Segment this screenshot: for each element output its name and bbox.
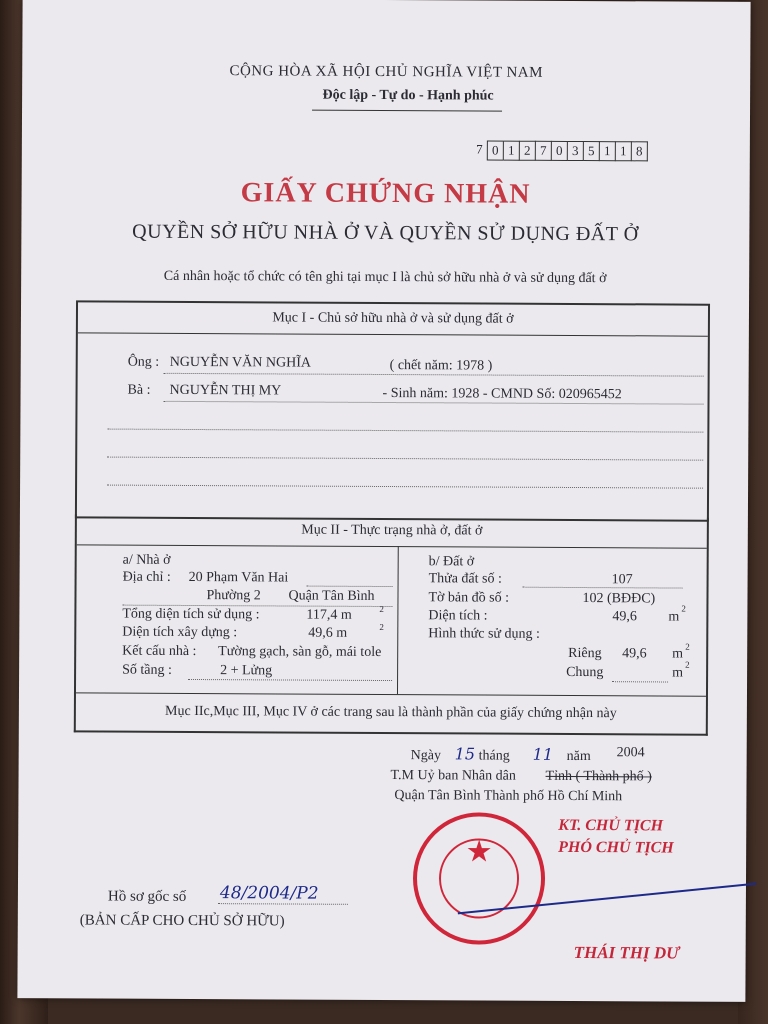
owner2-prefix: Bà : <box>127 382 151 398</box>
address-value: 20 Phạm Văn Hai <box>188 569 289 586</box>
shared-unit: m <box>672 665 684 681</box>
date-year: 2004 <box>616 745 645 761</box>
ward-value: Phường 2 <box>206 588 261 604</box>
section-property-footer: Mục IIc,Mục III, Mục IV ở các trang sau là thành phần của giấy chứng nhận này <box>76 692 706 732</box>
private-label: Riêng <box>568 645 602 662</box>
serial-digit: 1 <box>504 141 520 161</box>
address-label: Địa chỉ : <box>122 569 171 585</box>
unit-exponent: 2 <box>685 659 690 670</box>
unit-exponent: 2 <box>685 641 690 652</box>
dossier-number: 48/2004/P2 <box>219 883 319 904</box>
serial-digit: 2 <box>520 141 536 161</box>
locality-text: Quận Tân Bình Thành phố Hồ Chí Minh <box>394 788 623 805</box>
serial-digit: 0 <box>552 141 568 161</box>
land-label: b/ Đất ở <box>428 554 475 570</box>
motto: Độc lập - Tự do - Hạnh phúc <box>322 87 494 104</box>
month-label: tháng <box>478 748 510 764</box>
dotted-line <box>107 429 703 433</box>
document-subtitle: QUYỀN SỞ HỮU NHÀ Ở VÀ QUYỀN SỬ DỤNG ĐẤT Ở <box>132 220 639 246</box>
floor-area-label: Tổng diện tích sử dụng : <box>122 606 260 623</box>
owner2-name: NGUYỄN THỊ MY <box>169 382 282 399</box>
owner2-note: - Sinh năm: 1928 - CMND Số: 020965452 <box>382 385 622 403</box>
owner1-name: NGUYỄN VĂN NGHĨA <box>169 354 312 371</box>
land-area-label: Diện tích : <box>428 608 488 624</box>
plot-value: 107 <box>611 572 633 588</box>
floor-area-value: 117,4 m <box>306 607 352 623</box>
unit-exponent: 2 <box>379 603 384 615</box>
land-area-value: 49,6 <box>612 609 637 625</box>
seal-star-icon: ★ <box>465 835 493 869</box>
house-label: a/ Nhà ở <box>122 552 171 568</box>
usage-label: Hình thức sử dụng : <box>428 626 540 642</box>
serial-digit: 1 <box>616 141 632 161</box>
map-sheet-value: 102 (BĐĐC) <box>582 591 656 607</box>
floors-label: Số tầng : <box>122 662 172 678</box>
date-prefix: Ngày <box>410 748 442 764</box>
date-day: 15 <box>454 744 476 764</box>
section-property-heading: Mục II - Thực trạng nhà ở, đất ở <box>77 514 707 548</box>
dotted-line <box>164 401 704 405</box>
owner1-note: ( chết năm: 1978 ) <box>389 358 493 374</box>
role-vice: KT. CHỦ TỊCH <box>558 816 664 835</box>
intro-text: Cá nhân hoặc tổ chức có tên ghi tại mục I là chủ sở hữu nhà ở và sử dụng đất ở <box>163 268 607 287</box>
document-title: GIẤY CHỨNG NHẬN <box>240 177 531 210</box>
built-area-label: Diện tích xây dựng : <box>122 624 238 641</box>
certificate-page <box>17 0 750 1002</box>
struck-text: Tỉnh ( Thành phố ) <box>545 768 652 785</box>
motto-underline <box>312 110 502 112</box>
committee-label: T.M Uỷ ban Nhân dân <box>390 768 516 784</box>
signer-name: THÁI THỊ DƯ <box>573 942 680 963</box>
dotted-line <box>307 586 393 587</box>
private-value: 49,6 <box>622 646 647 662</box>
section-owners-heading: Mục I - Chủ sở hữu nhà ở và sử dụng đất ở <box>78 302 708 336</box>
unit-exponent: 2 <box>379 621 384 633</box>
year-label: năm <box>566 748 591 765</box>
dotted-line <box>218 903 348 905</box>
date-month: 11 <box>532 744 554 764</box>
dossier-label: Hồ sơ gốc số <box>107 888 187 905</box>
unit-exponent: 2 <box>681 603 686 614</box>
shared-label: Chung <box>566 664 604 681</box>
structure-value: Tường gạch, sàn gỗ, mái tole <box>218 644 382 660</box>
owner1-prefix: Ông : <box>127 354 160 370</box>
serial-digit: 0 <box>487 141 504 161</box>
dotted-line <box>612 681 668 682</box>
built-area-value: 49,6 m <box>308 625 348 641</box>
dotted-line <box>164 373 704 377</box>
dotted-line <box>188 679 392 681</box>
district-value: Quận Tân Bình <box>288 588 375 604</box>
dotted-line <box>107 457 703 461</box>
official-seal <box>413 812 546 945</box>
serial-digit: 5 <box>584 141 600 161</box>
land-area-unit: m <box>668 609 680 625</box>
serial-digit: 1 <box>600 141 616 161</box>
serial-digit: 8 <box>632 141 648 161</box>
structure-label: Kết cấu nhà : <box>122 643 197 660</box>
serial-number <box>472 140 648 161</box>
national-title: CỘNG HÒA XÃ HỘI CHỦ NGHĨA VIỆT NAM <box>229 63 544 81</box>
dotted-line <box>107 485 703 489</box>
copy-note: (BẢN CẤP CHO CHỦ SỞ HỮU) <box>79 912 285 930</box>
section-owners <box>75 300 710 521</box>
section-property <box>74 514 709 735</box>
role-vice-chair: PHÓ CHỦ TỊCH <box>558 838 674 857</box>
dotted-line <box>523 587 683 589</box>
plot-label: Thửa đất số : <box>428 571 502 587</box>
private-unit: m <box>672 646 684 662</box>
map-sheet-label: Tờ bản đồ số : <box>428 590 510 606</box>
serial-digit: 3 <box>568 141 584 161</box>
floors-value: 2 + Lửng <box>220 663 273 679</box>
serial-digit: 7 <box>476 141 483 157</box>
serial-digit: 7 <box>536 141 552 161</box>
column-divider <box>397 546 399 694</box>
